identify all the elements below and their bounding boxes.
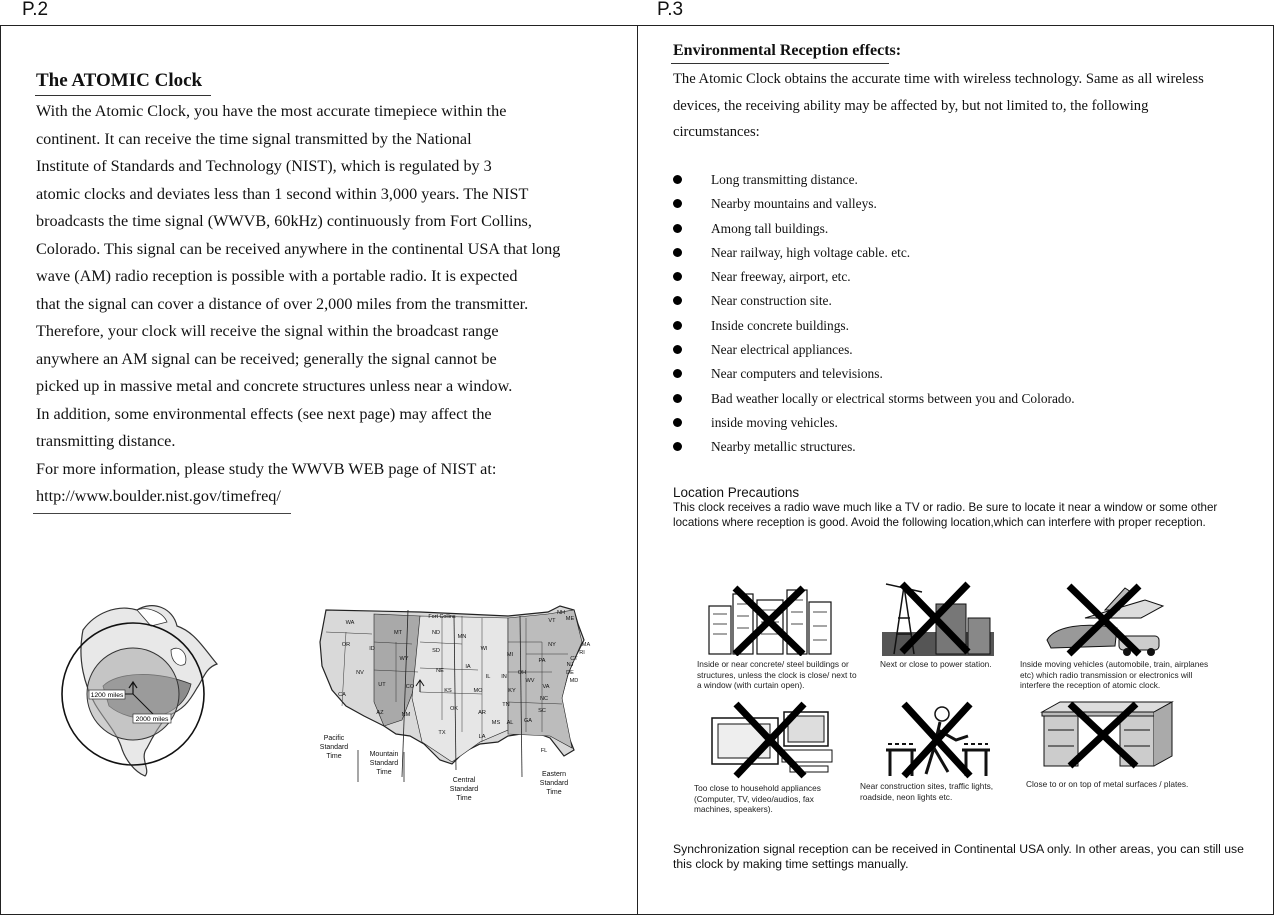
list-item-text: Nearby metallic structures. — [711, 439, 856, 455]
list-item — [673, 338, 1075, 362]
list-item — [673, 217, 1075, 241]
state-label: UT — [378, 682, 386, 688]
state-label: NV — [356, 670, 364, 676]
power-station-illustration — [882, 578, 994, 656]
list-item — [673, 411, 1075, 435]
state-label: NM — [401, 712, 411, 718]
label-1200-miles: 1200 miles — [90, 692, 124, 699]
atomic-clock-title: The ATOMIC Clock — [36, 70, 203, 91]
fort-collins-label: Fort Collins — [428, 614, 456, 620]
list-item-text: Near computers and televisions. — [711, 366, 883, 382]
state-label: MA — [581, 642, 591, 648]
state-label: MI — [506, 652, 514, 658]
location-precautions-body: This clock receives a radio wave much like a TV or radio. Be sure to locate it near a window or some other locations where reception is good. Avoid the following location,which can interfere with proper reception. — [673, 501, 1218, 529]
concrete-buildings-illustration — [705, 580, 835, 656]
state-label: TN — [502, 702, 510, 708]
title-underline — [35, 95, 211, 96]
environmental-intro — [673, 66, 1204, 146]
state-label: WY — [399, 656, 409, 662]
state-label: MS — [491, 720, 501, 726]
bullet-icon — [673, 175, 682, 184]
bullet-icon — [673, 248, 682, 257]
state-label: GA — [523, 718, 533, 724]
url-underline — [33, 513, 291, 514]
body-line: Colorado. This signal can be received anywhere in the continental USA that long — [36, 239, 561, 258]
list-item — [673, 435, 1075, 459]
reception-effects-list — [673, 168, 1075, 460]
list-item — [673, 387, 1075, 411]
atomic-clock-body — [36, 98, 560, 511]
state-label: RI — [579, 650, 585, 656]
time-zone-label: Central Standard Time — [449, 777, 479, 802]
caption-power-station: Next or close to power station. — [880, 659, 992, 669]
list-item-text: Near railway, high voltage cable. etc. — [711, 244, 911, 260]
label-2000-miles: 2000 miles — [135, 716, 169, 723]
body-line: With the Atomic Clock, you have the most accurate timepiece within the — [36, 102, 507, 120]
env-title-underline — [671, 63, 889, 64]
caption-buildings: Inside or near concrete/ steel buildings or structures, unless the clock is close/ next to a window (with curtain open). — [697, 659, 857, 690]
state-label: MT — [393, 630, 403, 636]
page-label-right: P.3 — [657, 0, 684, 20]
body-line: Institute of Standards and Technology (NIST), which is regulated by 3 — [36, 157, 492, 175]
state-label: NH — [556, 610, 566, 616]
page-divider — [637, 25, 638, 915]
list-item — [673, 168, 1075, 192]
state-label: VA — [542, 684, 550, 690]
state-label: LA — [478, 734, 486, 740]
body-line: wave (AM) radio reception is possible with a portable radio. It is expected — [36, 267, 518, 285]
state-label: AR — [478, 710, 486, 716]
state-label: MO — [473, 688, 483, 694]
intro-line: devices, the receiving ability may be affected by, but not limited to, the following — [673, 97, 1149, 114]
environmental-effects-title: Environmental Reception effects: — [673, 42, 902, 59]
state-label: OR — [341, 642, 351, 648]
state-label: PA — [538, 658, 546, 664]
body-line: In addition, some environmental effects (see next page) may affect the — [36, 404, 492, 423]
bullet-icon — [673, 224, 682, 233]
state-label: TX — [438, 730, 446, 736]
body-line: transmitting distance. — [36, 432, 176, 450]
list-item-text: inside moving vehicles. — [711, 414, 838, 430]
state-label: IN — [501, 674, 507, 680]
household-appliances-illustration — [710, 700, 834, 780]
usa-time-zone-map — [312, 602, 597, 807]
time-zone-label: Mountain Standard Time — [369, 751, 399, 776]
state-label: ND — [431, 630, 441, 636]
list-item-text: Long transmitting distance. — [711, 172, 858, 187]
list-item — [673, 314, 1075, 338]
state-label: WA — [345, 620, 355, 626]
caption-construction: Near construction sites, traffic lights, roadside, neon lights etc. — [860, 781, 994, 802]
state-label: VT — [548, 618, 556, 624]
list-item — [673, 192, 1075, 216]
time-zone-label: Eastern Standard Time — [539, 771, 569, 796]
body-line: For more information, please study the WWVB WEB page of NIST at: — [36, 459, 497, 478]
state-label: MN — [457, 634, 467, 640]
list-item-text: Inside concrete buildings. — [711, 317, 849, 333]
list-item-text: Near construction site. — [711, 293, 832, 309]
state-label: NE — [436, 668, 444, 674]
state-label: OH — [517, 670, 527, 676]
time-zone-label: Pacific Standard Time — [319, 735, 349, 760]
bullet-icon — [673, 442, 682, 451]
state-label: CA — [338, 692, 346, 698]
state-label: OK — [449, 706, 459, 712]
body-line: atomic clocks and deviates less than 1 second within 3,000 years. The NIST — [36, 184, 529, 203]
state-label: KY — [508, 688, 516, 694]
bullet-icon — [673, 272, 682, 281]
list-item-text: Near electrical appliances. — [711, 342, 853, 358]
state-label: SC — [538, 708, 546, 714]
caption-vehicles: Inside moving vehicles (automobile, train, airplanes etc) which radio transmission or electronics will interfere the reception of atomic clock. — [1020, 659, 1209, 690]
state-label: AZ — [376, 710, 384, 716]
caption-metal: Close to or on top of metal surfaces / plates. — [1026, 779, 1189, 789]
location-precautions-title: Location Precautions — [673, 485, 800, 500]
body-line: picked up in massive metal and concrete structures unless near a window. — [36, 377, 513, 395]
synchronization-note: Synchronization signal reception can be received in Continental USA only. In other areas, you can still use this clock by making time settings manually. — [673, 842, 1244, 871]
intro-line: The Atomic Clock obtains the accurate time with wireless technology. Same as all wireless — [673, 71, 1204, 87]
state-label: FL — [540, 748, 548, 754]
page-label-left: P.2 — [22, 0, 49, 20]
state-label: AL — [506, 720, 514, 726]
body-line: Therefore, your clock will receive the signal within the broadcast range — [36, 322, 499, 340]
north-america-globe-map — [55, 598, 230, 780]
bullet-icon — [673, 321, 682, 330]
construction-site-illustration — [882, 700, 994, 780]
bullet-icon — [673, 369, 682, 378]
caption-appliances: Too close to household appliances (Computer, TV, video/audios, fax machines, speakers). — [694, 783, 821, 814]
body-line: broadcasts the time signal (WWVB, 60kHz) continuously from Fort Collins, — [36, 212, 532, 230]
bullet-icon — [673, 199, 682, 208]
state-label: ID — [369, 646, 375, 652]
state-label: SD — [432, 648, 440, 654]
state-label: ME — [565, 616, 575, 622]
body-line: that the signal can cover a distance of over 2,000 miles from the transmitter. — [36, 294, 529, 313]
bullet-icon — [673, 345, 682, 354]
list-item — [673, 362, 1075, 386]
state-label: WI — [480, 646, 488, 652]
list-item-text: Nearby mountains and valleys. — [711, 196, 877, 212]
list-item-text: Among tall buildings. — [711, 220, 829, 236]
bullet-icon — [673, 394, 682, 403]
state-label: IL — [485, 674, 491, 680]
state-label: NC — [539, 696, 549, 702]
state-label: NJ — [566, 662, 574, 668]
bullet-icon — [673, 296, 682, 305]
intro-line: circumstances: — [673, 124, 760, 140]
state-label: KS — [444, 688, 452, 694]
state-label: WV — [525, 678, 535, 684]
state-label: MD — [569, 678, 579, 684]
state-label: NY — [548, 642, 556, 648]
list-item-text: Near freeway, airport, etc. — [711, 269, 851, 285]
moving-vehicles-illustration — [1045, 582, 1170, 658]
metal-desk-illustration — [1040, 700, 1175, 770]
state-label: CO — [405, 684, 415, 690]
body-line: continent. It can receive the time signal transmitted by the National — [36, 129, 472, 148]
state-label: CT — [570, 656, 578, 662]
state-label: DE — [566, 670, 574, 676]
list-item-text: Bad weather locally or electrical storms between you and Colorado. — [711, 390, 1075, 406]
body-line: anywhere an AM signal can be received; generally the signal cannot be — [36, 349, 497, 368]
list-item — [673, 265, 1075, 289]
body-line: http://www.boulder.nist.gov/timefreq/ — [36, 487, 281, 505]
bullet-icon — [673, 418, 682, 427]
list-item — [673, 241, 1075, 265]
state-label: IA — [465, 664, 471, 670]
list-item — [673, 289, 1075, 313]
